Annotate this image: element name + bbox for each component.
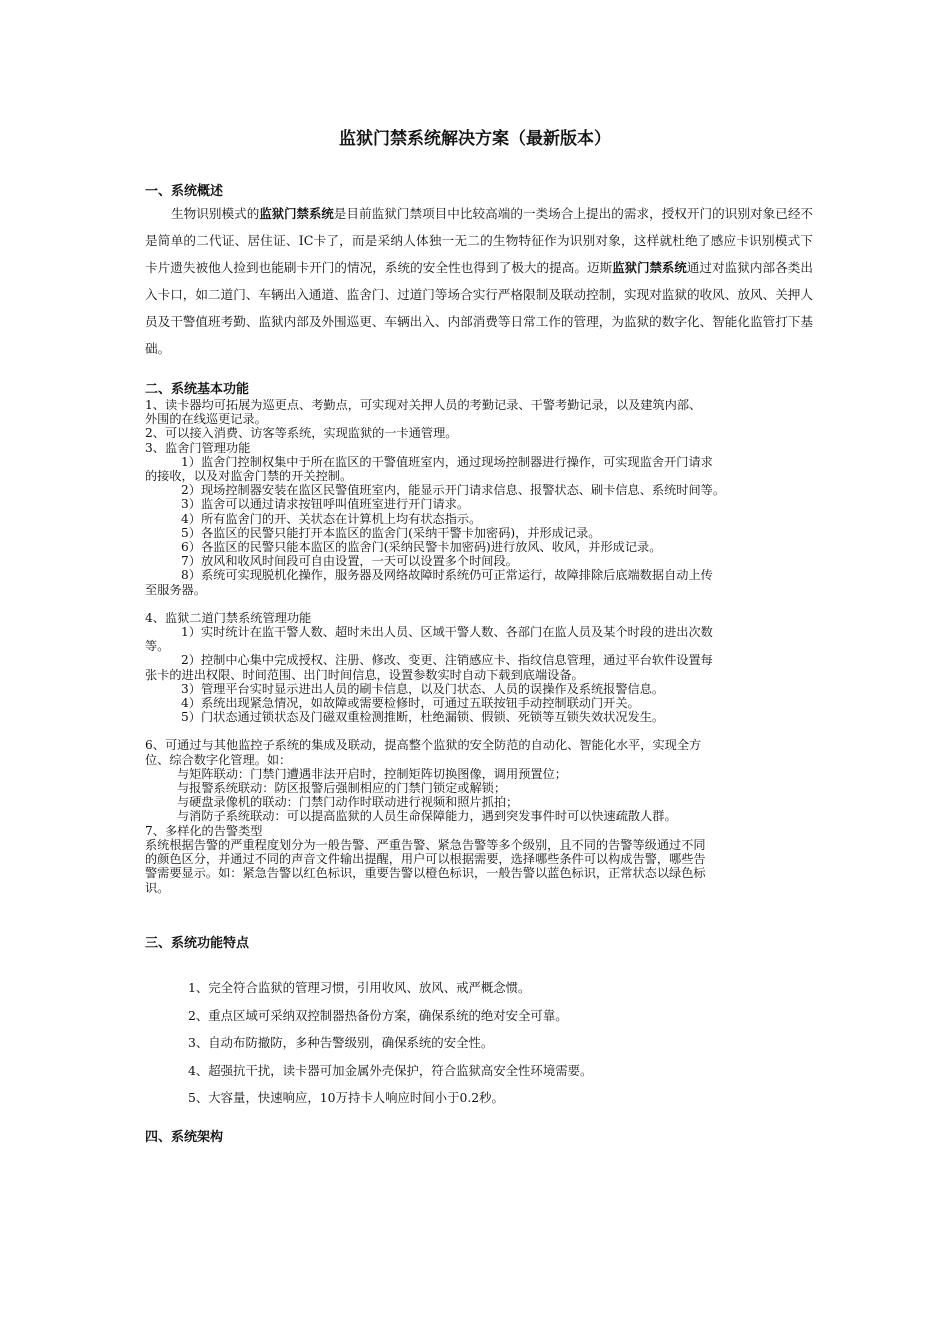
list-item: 5）门状态通过锁状态及门磁双重检测推断，杜绝漏锁、假锁、死锁等互锁失效状况发生。: [181, 710, 665, 725]
overview-paragraph: [145, 200, 813, 362]
list-item: 1、读卡器均可拓展为巡更点、考勤点，可实现对关押人员的考勤记录、干警考勤记录，以及建筑内部、: [145, 398, 702, 412]
list-item: 的接收，以及对监舍门禁的开关控制。: [145, 469, 353, 484]
list-item: 至服务器。: [145, 582, 206, 597]
list-item: 系统根据告警的严重程度划分为一般告警、严重告警、紧急告警等多个级别，且不同的告警等级通过不同: [145, 837, 706, 852]
list-item: 1）实时统计在监干警人数、超时未出人员、区域干警人数、各部门在监人员及某个时段的进出次数: [181, 625, 713, 640]
list-item: 3）管理平台实时显示进出人员的刷卡信息，以及门状态、人员的误操作及系统报警信息。: [181, 681, 665, 696]
section-heading-features: 三、系统功能特点: [145, 936, 250, 951]
list-item: 4、超强抗干扰，读卡器可加金属外壳保护，符合监狱高安全性环境需要。: [188, 1062, 593, 1078]
features-list: [188, 974, 808, 1112]
list-item: 与矩阵联动：门禁门遭遇非法开启时，控制矩阵切换图像，调用预置位；: [177, 766, 567, 781]
list-item: 等。: [145, 639, 170, 654]
list-item: 识。: [145, 880, 170, 895]
basic-functions-list: [145, 398, 815, 895]
overview-text-e: 通过对监狱内部各类出入卡口，如二道门、车辆出入通道、监舍门、过道门等场合实行严格限制及联动控制，实现对监狱的收风、放风、关押人员及干警值班考勤、监狱内部及外围巡更、车辆出入、内部消费等日常工作的管理，为监狱的数字化、智能化监管打下基础。: [145, 260, 814, 356]
overview-text-c: 是目前监狱门禁项目中比较高端的一类场合上提出的需求，授权开门的识别对象已经不是简单的二代证、居住证、IC卡了，而是采纳人体独一无二的生物特征作为识别对象，这样就杜绝了感应卡识别模式下卡片遗失被他人捡到也能刷卡开门的情况，系统的安全性也得到了极大的提高。迈斯: [145, 206, 814, 275]
list-item: 2、可以接入消费、访客等系统，实现监狱的一卡通管理。: [145, 426, 458, 441]
list-item: 与消防子系统联动：可以提高监狱的人员生命保障能力，遇到突发事件时可以快速疏散人群。: [177, 809, 677, 824]
list-item: 3）监舍可以通过请求按钮呼叫值班室进行开门请求。: [181, 497, 470, 512]
section-heading-basic-functions: 二、系统基本功能: [145, 382, 250, 397]
list-item: 3、监舍门管理功能: [145, 440, 251, 455]
list-item: 4、监狱二道门禁系统管理功能: [145, 610, 312, 625]
list-item: 张卡的进出权限、时间范围、出门时间信息，设置参数实时自动下载到底端设备。: [145, 667, 584, 682]
list-item: 6）各监区的民警只能本监区的监舍门(采纳民警卡加密码)进行放风、收风，并形成记录。: [181, 540, 662, 555]
section-heading-architecture: 四、系统架构: [145, 1130, 224, 1145]
list-item: 与硬盘录像机的联动：门禁门动作时联动进行视频和照片抓拍；: [177, 795, 519, 810]
list-item: 7）放风和收风时间段可自由设置，一天可以设置多个时间段。: [181, 554, 518, 569]
list-item: 与报警系统联动：防区报警后强制相应的门禁门锁定或解锁；: [177, 781, 507, 796]
list-item: 6、可通过与其他监控子系统的集成及联动，提高整个监狱的安全防范的自动化、智能化水平，实现全方: [145, 738, 702, 753]
list-item: 1）监舍门控制权集中于所在监区的干警值班室内，通过现场控制器进行操作，可实现监舍开门请求: [181, 454, 713, 469]
list-item: 3、自动布防撤防，多种告警级别，确保系统的安全性。: [188, 1035, 494, 1050]
list-item: 7、多样化的告警类型: [145, 823, 263, 838]
list-item: 5、大容量，快速响应，10万持卡人响应时间小于0.2秒。: [188, 1090, 504, 1105]
keyword-prison-access-system: 监狱门禁系统: [612, 260, 687, 275]
list-item: 警需要显示。如：紧急告警以红色标识，重要告警以橙色标识，一般告警以蓝色标识，正常状态以绿色标: [145, 866, 706, 881]
list-item: 2）现场控制器安装在监区民警值班室内，能显示开门请求信息、报警状态、刷卡信息、系统时间等。: [181, 483, 726, 498]
list-item: 1、完全符合监狱的管理习惯，引用收风、放风、戒严概念惯。: [188, 980, 531, 995]
list-item: 位、综合数字化管理。如：: [145, 752, 292, 767]
list-item: 5）各监区的民警只能打开本监区的监舍门(采纳干警卡加密码)，并形成记录。: [181, 525, 601, 540]
list-item: 8）系统可实现脱机化操作，服务器及网络故障时系统仍可正常运行，故障排除后底端数据自动上传: [181, 568, 713, 583]
document-title: 监狱门禁系统解决方案（最新版本）: [339, 129, 611, 149]
section-heading-overview: 一、系统概述: [145, 184, 224, 199]
list-item: 4）系统出现紧急情况，如故障或需要检修时，可通过五联按钮手动控制联动门开关。: [181, 696, 640, 711]
keyword-prison-access-system: 监狱门禁系统: [259, 206, 334, 221]
list-item: 的颜色区分，并通过不同的声音文件输出提醒，用户可以根据需要，选择哪些条件可以构成告警，哪些告: [145, 852, 706, 867]
list-item: 2、重点区域可采纳双控制器热备份方案，确保系统的绝对安全可靠。: [188, 1007, 568, 1023]
list-item: 外围的在线巡更记录。: [145, 412, 267, 427]
list-item: 2）控制中心集中完成授权、注册、修改、变更、注销感应卡、指纹信息管理，通过平台软件设置每: [181, 653, 713, 668]
overview-text-a: 生物识别模式的: [171, 206, 260, 221]
list-item: 4）所有监舍门的开、关状态在计算机上均有状态指示。: [181, 511, 482, 526]
